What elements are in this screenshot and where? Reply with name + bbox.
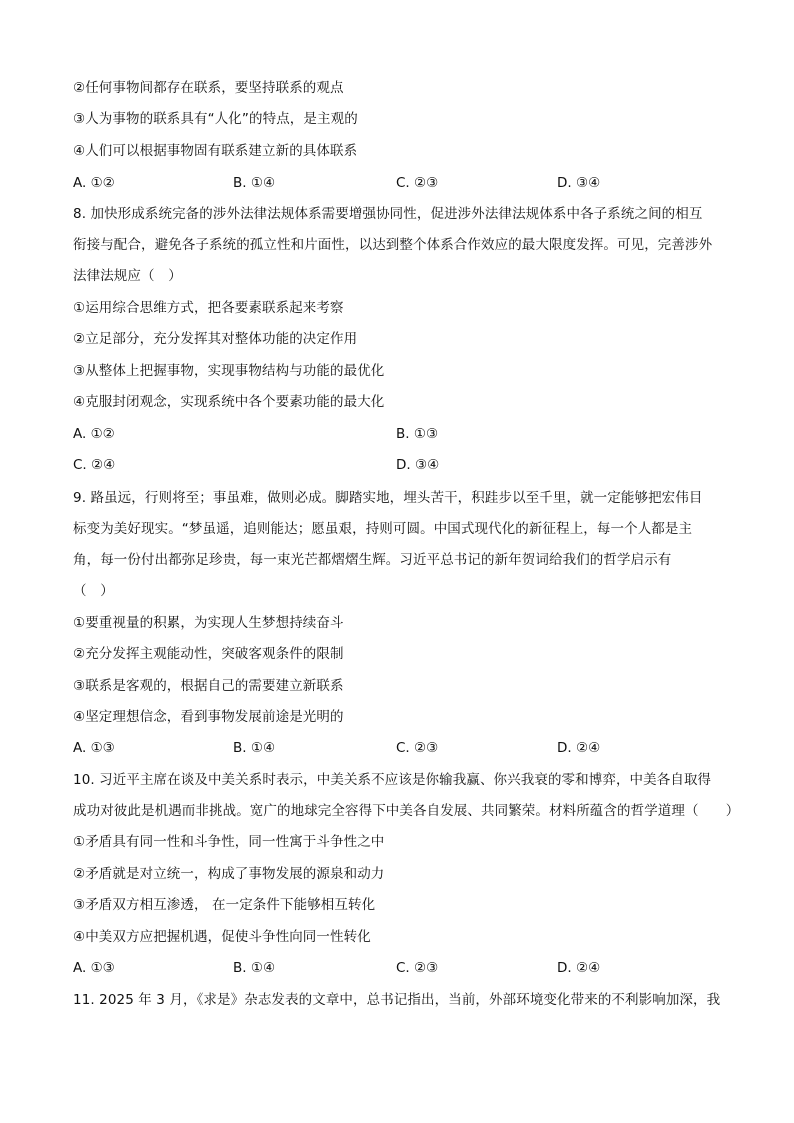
q7-item-4: ④人们可以根据事物固有联系建立新的具体联系 — [73, 143, 358, 159]
q10-options — [73, 958, 733, 978]
q7-option-a: A. ①② — [73, 175, 115, 191]
q9-option-a: A. ①③ — [73, 740, 115, 756]
q7-option-d: D. ③④ — [557, 175, 601, 191]
q9-options — [73, 738, 733, 758]
q8-item-3: ③从整体上把握事物，实现事物结构与功能的最优化 — [73, 363, 385, 379]
q8-item-4: ④克服封闭观念，实现系统中各个要素功能的最大化 — [73, 394, 385, 410]
q8-item-2: ②立足部分，充分发挥其对整体功能的决定作用 — [73, 331, 358, 347]
q7-item-2: ②任何事物间都存在联系，要坚持联系的观点 — [73, 80, 344, 96]
q9-option-c: C. ②③ — [396, 740, 439, 756]
q10-option-a: A. ①③ — [73, 960, 115, 976]
q9-stem-line-4: （ ） — [73, 583, 114, 599]
q8-item-1: ①运用综合思维方式，把各要素联系起来考察 — [73, 300, 344, 316]
q7-option-b: B. ①④ — [233, 175, 276, 191]
q7-option-c: C. ②③ — [396, 175, 439, 191]
q8-stem-line-3: 法律法规应（ ） — [73, 268, 182, 284]
q9-stem-line-3: 角，每一份付出都弥足珍贵，每一束光芒都熠熠生辉。习近平总书记的新年贺词给我们的哲学启示有 — [73, 552, 672, 568]
q8-stem-line-1: 8. 加快形成系统完备的涉外法律法规体系需要增强协同性，促进涉外法律法规体系中各子系统之间的相互 — [73, 206, 703, 222]
q9-item-2: ②充分发挥主观能动性，突破客观条件的限制 — [73, 646, 344, 662]
q8-option-d: D. ③④ — [396, 457, 440, 473]
q10-option-b: B. ①④ — [233, 960, 276, 976]
q9-option-b: B. ①④ — [233, 740, 276, 756]
q8-option-a: A. ①② — [73, 426, 115, 442]
q10-item-2: ②矛盾就是对立统一，构成了事物发展的源泉和动力 — [73, 866, 385, 882]
q11-stem-line-1: 11. 2025 年 3 月，《求是》杂志发表的文章中，总书记指出，当前，外部环境变化带来的不利影响加深，我 — [73, 992, 721, 1008]
q9-item-4: ④坚定理想信念，看到事物发展前途是光明的 — [73, 709, 344, 725]
q10-item-1: ①矛盾具有同一性和斗争性，同一性寓于斗争性之中 — [73, 834, 385, 850]
q9-stem-line-1: 9. 路虽远，行则将至；事虽难，做则必成。脚踏实地，埋头苦干，积跬步以至千里，就一定能够把宏伟目 — [73, 490, 703, 506]
q8-option-b: B. ①③ — [396, 426, 439, 442]
q8-option-c: C. ②④ — [73, 457, 116, 473]
q9-stem-line-2: 标变为美好现实。“梦虽遥，追则能达；愿虽艰，持则可圆。中国式现代化的新征程上，每一个人都是主 — [73, 521, 693, 537]
q10-option-d: D. ②④ — [557, 960, 601, 976]
q8-options-row-2 — [73, 455, 733, 475]
q10-option-c: C. ②③ — [396, 960, 439, 976]
q10-item-4: ④中美双方应把握机遇，促使斗争性向同一性转化 — [73, 929, 371, 945]
q8-options-row-1 — [73, 424, 733, 444]
q9-item-3: ③联系是客观的，根据自己的需要建立新联系 — [73, 678, 344, 694]
q10-item-3: ③矛盾双方相互渗透， 在一定条件下能够相互转化 — [73, 897, 376, 913]
q10-stem-line-1: 10. 习近平主席在谈及中美关系时表示，中美关系不应该是你输我赢、你兴我衰的零和博弈，中美各自取得 — [73, 772, 712, 788]
q7-options — [73, 173, 733, 193]
q9-option-d: D. ②④ — [557, 740, 601, 756]
q9-item-1: ①要重视量的积累，为实现人生梦想持续奋斗 — [73, 615, 344, 631]
q10-stem-line-2: 成功对彼此是机遇而非挑战。宽广的地球完全容得下中美各自发展、共同繁荣。材料所蕴含的哲学道理（ ） — [73, 803, 740, 819]
q8-stem-line-2: 衔接与配合，避免各子系统的孤立性和片面性，以达到整个体系合作效应的最大限度发挥。可见，完善涉外 — [73, 237, 713, 253]
q7-item-3: ③人为事物的联系具有“人化”的特点，是主观的 — [73, 111, 358, 127]
